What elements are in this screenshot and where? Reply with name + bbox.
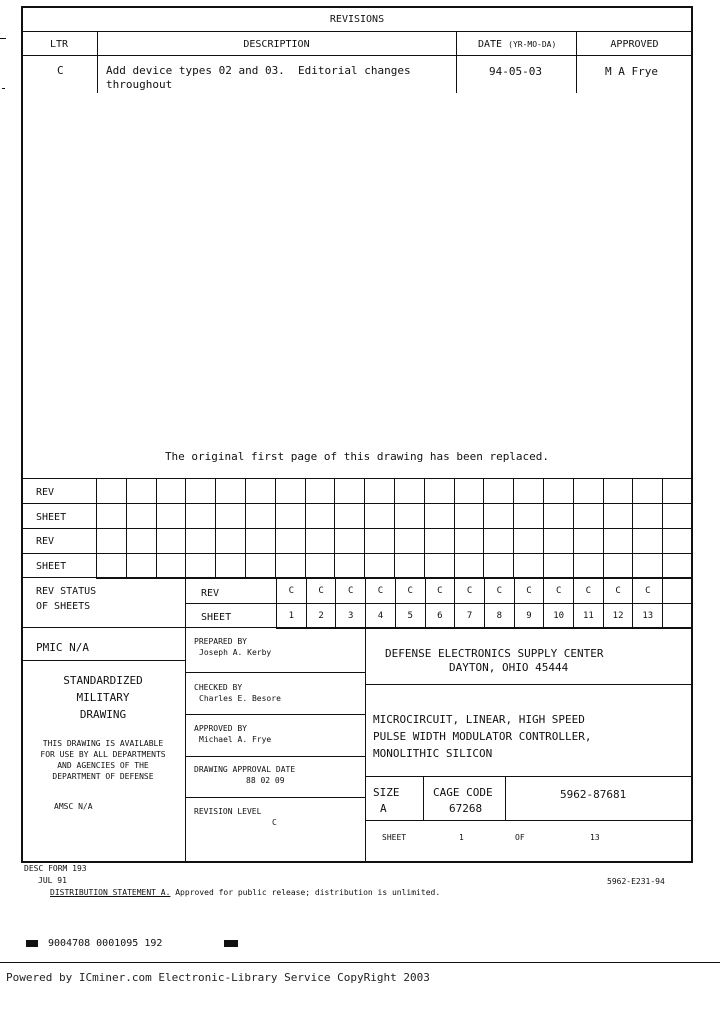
rev-status-sheet-cell: 12 xyxy=(603,604,633,629)
pmic: PMIC N/A xyxy=(36,641,89,654)
rev-status-rev-cell: C xyxy=(633,579,663,604)
rev-description-cont: throughout xyxy=(106,78,173,91)
rev-status-rev-cell: C xyxy=(574,579,604,604)
margin-tick xyxy=(0,38,6,39)
rev-status-rev-cell: C xyxy=(395,579,425,604)
rev-status-rev-cell: C xyxy=(425,579,455,604)
rev-status-sheet-cell: 3 xyxy=(336,604,366,629)
sheet-label: SHEET xyxy=(382,833,407,842)
replaced-note: The original first page of this drawing has been replaced. xyxy=(164,450,550,463)
rev-status-sheet-cell: 13 xyxy=(633,604,663,629)
amsc: AMSC N/A xyxy=(54,802,93,811)
rev-status-label-2: OF SHEETS xyxy=(36,601,91,612)
availability-note: THIS DRAWING IS AVAILABLE FOR USE BY ALL DEPARTMENTS AND AGENCIES OF THE DEPARTMENT OF DEFENSE xyxy=(40,739,166,781)
rev-status-sheet-cell: 2 xyxy=(306,604,336,629)
rev-status-sheet-cell: 1 xyxy=(277,604,307,629)
rev-status-rev-cell: C xyxy=(455,579,485,604)
size-label: SIZE xyxy=(373,786,400,799)
rev-status-sheet-cell: 7 xyxy=(455,604,485,629)
barcode-number: 9004708 0001095 192 xyxy=(48,938,163,949)
sheet-value: 1 xyxy=(459,833,464,842)
form-date: JUL 91 xyxy=(38,876,67,885)
of-label: OF xyxy=(515,833,525,842)
status-grid xyxy=(96,478,693,579)
col-ltr: LTR xyxy=(49,39,69,50)
rev-description: Add device types 02 and 03. Editorial changes xyxy=(106,64,411,77)
status-rev-label: REV xyxy=(36,487,55,498)
rev-status-sheet-cell: 8 xyxy=(484,604,514,629)
rev-status-sheet-cell: 5 xyxy=(395,604,425,629)
footer-credit: Powered by ICminer.com Electronic-Library Service CopyRight 2003 xyxy=(6,971,430,984)
rev-status-rev-cell: C xyxy=(366,579,396,604)
checked-label: CHECKED BY xyxy=(194,683,243,692)
revisions-title: REVISIONS xyxy=(329,14,385,25)
approval-date: 88 02 09 xyxy=(246,776,285,785)
agency-address: DAYTON, OHIO 45444 xyxy=(449,661,569,674)
rev-status-label: REV STATUS xyxy=(36,586,97,597)
sheet-total: 13 xyxy=(590,833,600,842)
size-value: A xyxy=(380,802,387,815)
rev-status-rev-cell: C xyxy=(306,579,336,604)
col-date: DATE (YR-MO-DA) xyxy=(478,39,557,50)
rev-status-empty-cell xyxy=(663,604,693,629)
rev-status-rev-cell: C xyxy=(603,579,633,604)
rev-status-rev-cell: C xyxy=(336,579,366,604)
rev-ltr: C xyxy=(57,64,64,77)
rev-status-rev-label: REV xyxy=(201,588,220,599)
form-code: 5962-E231-94 xyxy=(607,877,665,886)
rev-status-sheet-cell: 6 xyxy=(425,604,455,629)
drawing-number: 5962-87681 xyxy=(560,788,627,801)
rev-approved: M A Frye xyxy=(605,65,658,78)
approval-date-label: DRAWING APPROVAL DATE xyxy=(194,765,296,774)
barcode-mark-left xyxy=(26,940,38,947)
prepared-label: PREPARED BY xyxy=(194,637,247,646)
status-sheet-label: SHEET xyxy=(36,561,67,572)
cage-label: CAGE CODE xyxy=(433,786,493,799)
rev-status-sheet-cell: 9 xyxy=(514,604,544,629)
cage-value: 67268 xyxy=(449,802,483,815)
part-title: MICROCIRCUIT, LINEAR, HIGH SPEED PULSE WIDTH MODULATOR CONTROLLER, MONOLITHIC SILICON xyxy=(373,713,592,760)
revision-level: C xyxy=(272,818,277,827)
checked-name: Charles E. Besore xyxy=(199,694,281,703)
distribution-statement: DISTRIBUTION STATEMENT A. Approved for public release; distribution is unlimited. xyxy=(50,888,441,897)
margin-tick xyxy=(2,88,5,89)
rev-status-sheet-cell: 10 xyxy=(544,604,574,629)
rev-status-rev-cell: C xyxy=(484,579,514,604)
rev-date: 94-05-03 xyxy=(489,65,542,78)
approved-label: APPROVED BY xyxy=(194,724,247,733)
rev-status-rev-cell: C xyxy=(277,579,307,604)
agency-name: DEFENSE ELECTRONICS SUPPLY CENTER xyxy=(385,647,604,660)
approved-name: Michael A. Frye xyxy=(199,735,272,744)
rev-status-rev-cell: C xyxy=(544,579,574,604)
std-title: STANDARDIZED MILITARY DRAWING xyxy=(63,674,143,721)
col-description: DESCRIPTION xyxy=(243,39,310,50)
rev-status-sheet-cell: 11 xyxy=(574,604,604,629)
status-rev-label: REV xyxy=(36,536,55,547)
status-sheet-label: SHEET xyxy=(36,512,67,523)
rev-status-empty-cell xyxy=(663,579,693,604)
rev-status-sheet-label: SHEET xyxy=(201,612,232,623)
barcode-mark-right xyxy=(224,940,238,947)
prepared-name: Joseph A. Kerby xyxy=(199,648,272,657)
rev-status-sheet-cell: 4 xyxy=(366,604,396,629)
form-id: DESC FORM 193 xyxy=(24,864,87,873)
rev-status-grid xyxy=(276,578,693,629)
revision-level-label: REVISION LEVEL xyxy=(194,807,262,816)
col-approved: APPROVED xyxy=(610,39,659,50)
drawing-frame xyxy=(21,6,693,863)
rev-status-rev-cell: C xyxy=(514,579,544,604)
